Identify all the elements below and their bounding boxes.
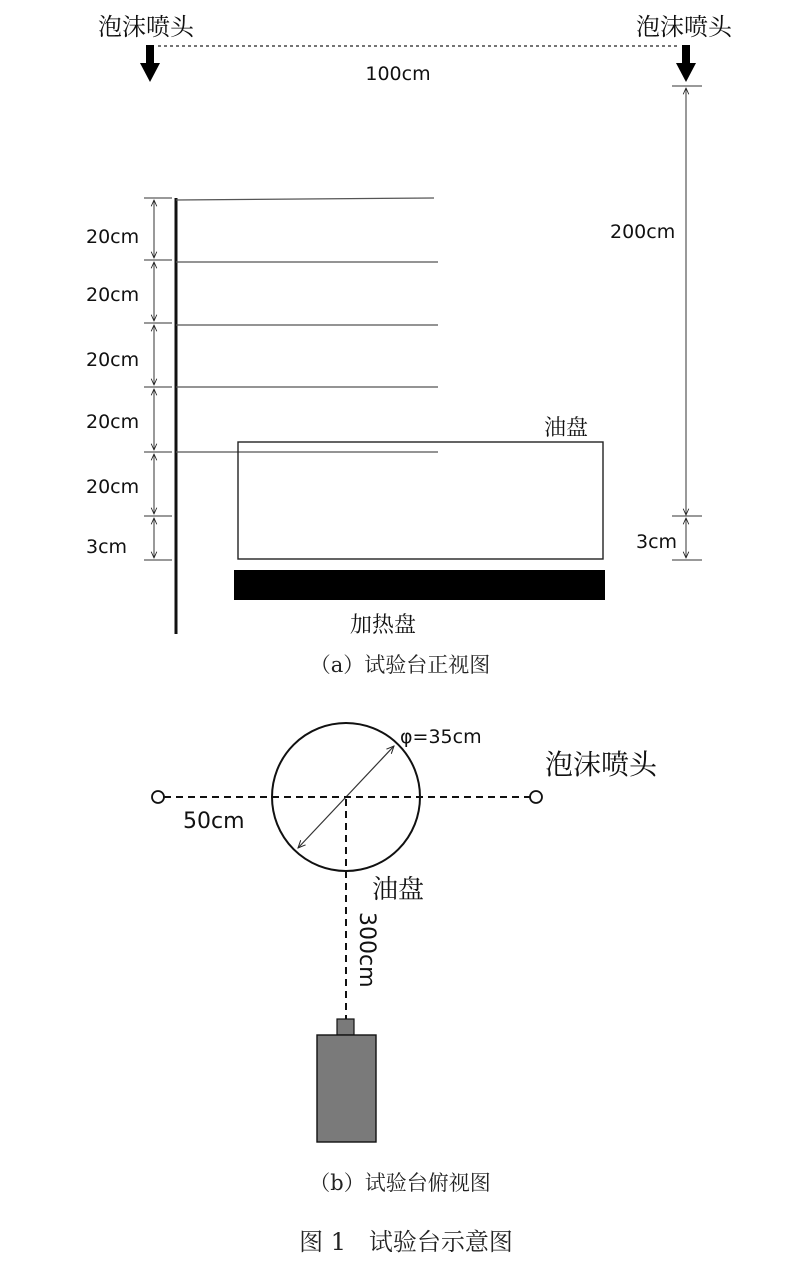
oil-pan-label-top: 油盘 bbox=[372, 875, 425, 905]
measurement-lines bbox=[176, 198, 438, 452]
nozzle-height-label: 200cm bbox=[610, 221, 676, 243]
top-view-caption: （b）试验台俯视图 bbox=[309, 1171, 491, 1195]
heating-plate-label: 加热盘 bbox=[350, 613, 417, 638]
left-dimension-chain bbox=[144, 198, 172, 560]
oil-pan bbox=[238, 442, 603, 559]
down-arrow-icon bbox=[676, 45, 696, 82]
height-interval-label: 20cm bbox=[86, 476, 140, 498]
circle-icon bbox=[530, 791, 542, 803]
nozzle-label-right: 泡沫喷头 bbox=[636, 13, 732, 41]
nozzle-label-top: 泡沫喷头 bbox=[545, 748, 658, 781]
height-interval-label: 3cm bbox=[86, 536, 128, 558]
camera-distance-label: 300cm bbox=[354, 912, 379, 988]
pan-diameter-label: φ=35cm bbox=[400, 726, 482, 748]
camera-body bbox=[317, 1035, 376, 1142]
oil-pan-label: 油盘 bbox=[544, 416, 589, 441]
circle-icon bbox=[152, 791, 164, 803]
measurement-line bbox=[176, 198, 434, 200]
nozzle-distance-label: 50cm bbox=[183, 809, 245, 834]
camera-lens bbox=[337, 1019, 354, 1035]
nozzle-spacing-label: 100cm bbox=[365, 63, 431, 85]
heating-plate bbox=[234, 570, 605, 600]
pan-gap-label: 3cm bbox=[636, 531, 678, 553]
front-view bbox=[86, 13, 733, 677]
nozzle-height-dimension bbox=[672, 86, 702, 516]
top-view bbox=[152, 723, 658, 1195]
height-interval-label: 20cm bbox=[86, 226, 140, 248]
height-interval-label: 20cm bbox=[86, 411, 140, 433]
down-arrow-icon bbox=[140, 45, 160, 82]
height-interval-label: 20cm bbox=[86, 349, 140, 371]
front-view-caption: （a）试验台正视图 bbox=[309, 653, 491, 677]
figure-caption: 图 1 试验台示意图 bbox=[299, 1228, 513, 1256]
height-interval-label: 20cm bbox=[86, 284, 140, 306]
nozzle-label-left: 泡沫喷头 bbox=[98, 13, 194, 41]
